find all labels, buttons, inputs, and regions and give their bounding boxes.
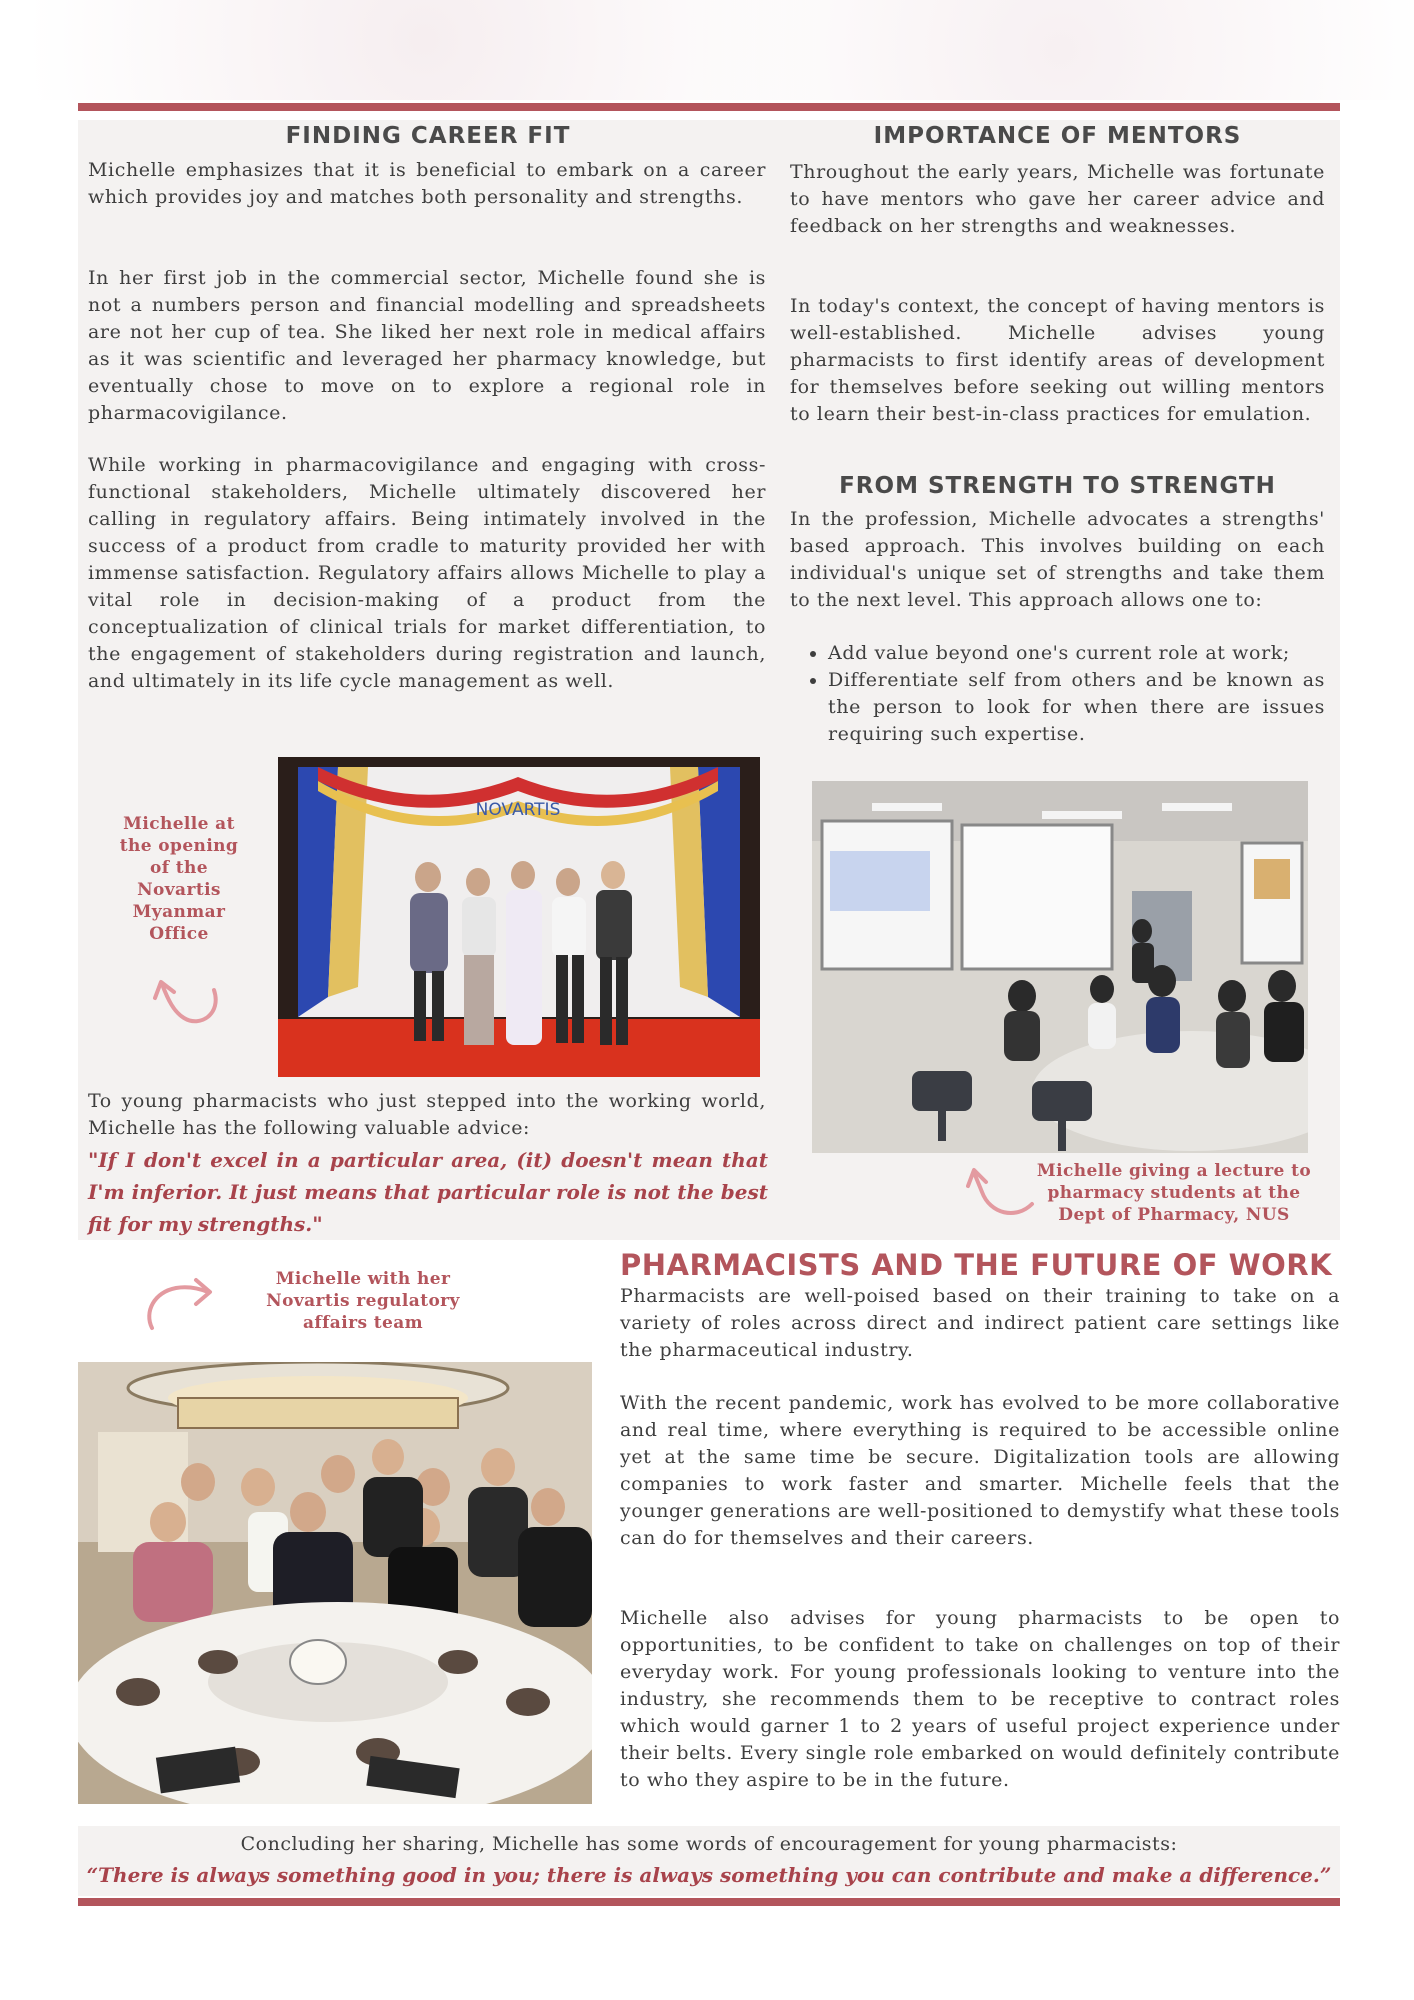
career-fit-paragraph-3: While working in pharmacovigilance and engaging with cross-functional stakeholders, Michelle ultimately discovered her calling in regulatory affairs. Being intimately involved in the success of a product from cradle to maturity provided her with immense satisfaction. Regulatory affairs allows Michelle to play a vital role in decision-making of a product from the conceptualization of clinical trials for market differentiation, to the engagement of stakeholders during registration and launch, and ultimately in its life cycle management as well. <box>88 454 766 692</box>
mentors-paragraph-2: In today's context, the concept of having mentors is well-established. Michelle advises young pharmacists to first identify areas of development for themselves before seeking out willing mentors to learn their best-in-class practices for emulation. <box>790 295 1325 425</box>
future-of-work-paragraph-1: Pharmacists are well-poised based on their training to take on a variety of roles across direct and indirect patient care settings like the pharmaceutical industry. <box>620 1285 1340 1361</box>
career-fit-paragraph-2: In her first job in the commercial sector, Michelle found she is not a numbers person and financial modelling and spreadsheets are not her cup of tea. She liked her next role in medical affairs as it was scientific and leveraged her pharmacy knowledge, but eventually chose to move on to explore a regional role in pharmacovigilance. <box>88 267 766 424</box>
top-divider <box>78 103 1340 111</box>
team-caption: Michelle with her Novartis regulatory affairs team <box>266 1269 460 1333</box>
curved-arrow-icon <box>152 972 224 1032</box>
conclusion-panel <box>78 1826 1340 1896</box>
from-strength-to-strength-heading: FROM STRENGTH TO STRENGTH <box>839 473 1276 499</box>
future-of-work-paragraph-3: Michelle also advises for young pharmacists to be open to opportunities, to be confident to take on challenges on top of their everyday work. For young professionals looking to venture into the industry, she recommends them to be receptive to contract roles which would garner 1 to 2 years of useful project experience under their belts. Every single role embarked on would definitely contribute to who they aspire to be in the future. <box>620 1607 1340 1791</box>
career-fit-paragraph-1: Michelle emphasizes that it is beneficial to embark on a career which provides joy and matches both personality and strengths. <box>88 159 766 208</box>
myanmar-office-photo <box>278 757 760 1077</box>
conclusion-quote: “There is always something good in you; there is always something you can contribute and make a difference.” <box>86 1863 1332 1887</box>
conclusion-intro: Concluding her sharing, Michelle has some words of encouragement for young pharmacists: <box>240 1833 1178 1855</box>
strength-bullet-1: • Add value beyond one's current role at work; <box>828 640 1325 667</box>
strength-bullet-list <box>790 640 1325 748</box>
strength-intro: In the profession, Michelle advocates a strengths' based approach. This involves building on each individual's unique set of strengths and take them to the next level. This approach allows one to: <box>790 508 1325 611</box>
curved-arrow-right-icon <box>140 1276 218 1336</box>
team-dinner-photo <box>78 1362 592 1804</box>
myanmar-office-caption: Michelle at the opening of the Novartis Myanmar Office <box>119 814 239 944</box>
lecture-photo <box>812 781 1308 1153</box>
novartis-banner-text: NOVARTIS <box>475 800 561 820</box>
future-of-work-paragraph-2: With the recent pandemic, work has evolved to be more collaborative and real time, where everything is required to be accessible online yet at the same time be secure. Digitalization tools are allowing companies to work faster and smarter. Michelle feels that the younger generations are well-positioned to demystify what these tools can do for themselves and their careers. <box>620 1392 1340 1549</box>
importance-of-mentors-heading: IMPORTANCE OF MENTORS <box>873 123 1242 149</box>
bottom-divider <box>78 1898 1340 1906</box>
finding-career-fit-heading: FINDING CAREER FIT <box>285 123 571 149</box>
advice-intro: To young pharmacists who just stepped into the working world, Michelle has the following valuable advice: <box>88 1090 766 1139</box>
future-of-work-heading: PHARMACISTS AND THE FUTURE OF WORK <box>620 1248 1333 1282</box>
lecture-caption: Michelle giving a lecture to pharmacy students at the Dept of Pharmacy, NUS <box>1036 1161 1312 1225</box>
strength-bullet-2: • Differentiate self from others and be known as the person to look for when there are issues requiring such expertise. <box>828 667 1325 748</box>
top-decoration <box>0 0 1414 100</box>
advice-quote: "If I don't excel in a particular area, (it) doesn't mean that I'm inferior. It just means that particular role is not the best fit for my strengths." <box>88 1148 768 1236</box>
mentors-paragraph-1: Throughout the early years, Michelle was fortunate to have mentors who gave her career advice and feedback on her strengths and weaknesses. <box>790 161 1325 237</box>
